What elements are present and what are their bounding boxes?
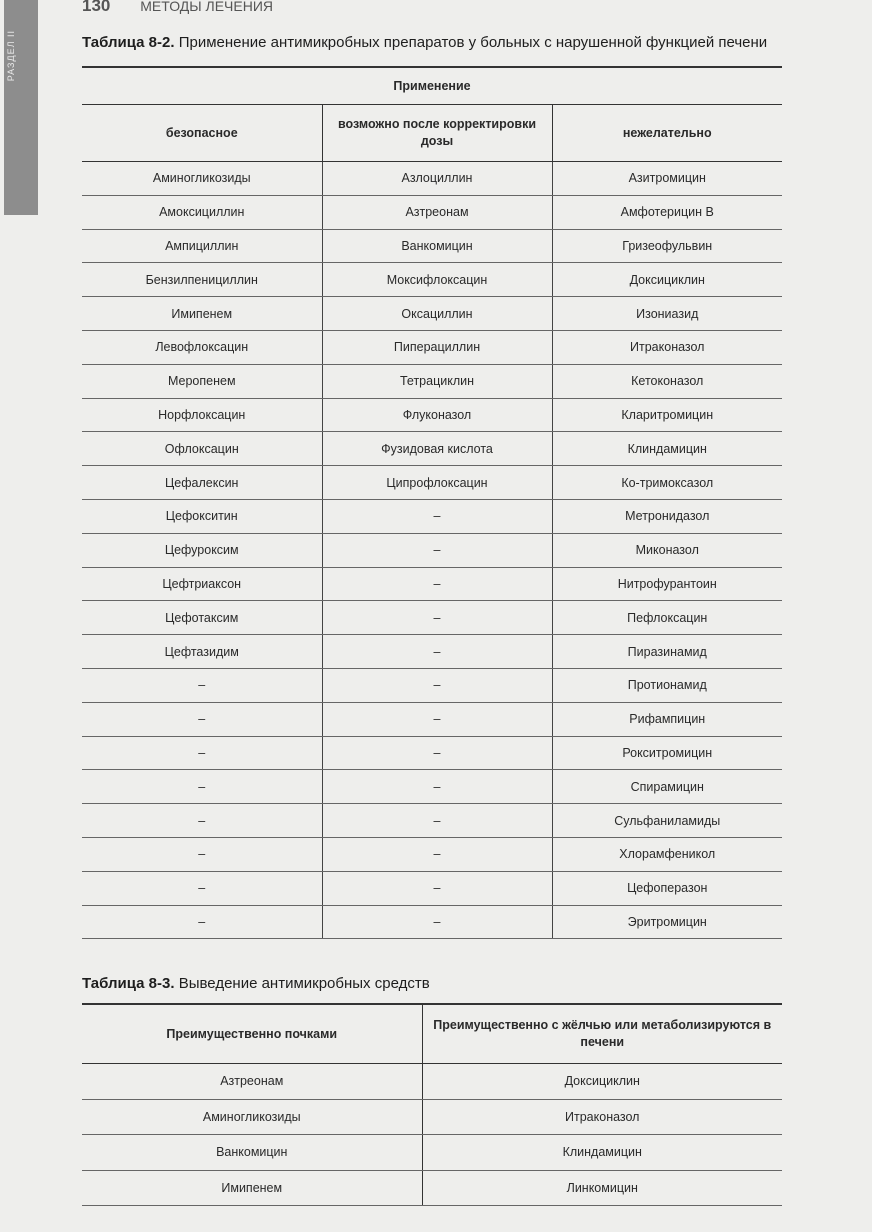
cell-dose-adjust: Азлоциллин <box>322 162 552 196</box>
cell-undesirable: Итраконазол <box>552 330 782 364</box>
table1-group-header: Применение <box>82 67 782 105</box>
table-row <box>82 905 782 939</box>
cell-dose-adjust: – <box>322 905 552 939</box>
antimicrobial-excretion-table <box>82 1003 782 1206</box>
table-row <box>82 263 782 297</box>
table-row <box>82 1099 782 1135</box>
cell-undesirable: Метронидазол <box>552 499 782 533</box>
table-row <box>82 770 782 804</box>
cell-undesirable: Рифампицин <box>552 702 782 736</box>
cell-undesirable: Пефлоксацин <box>552 601 782 635</box>
table-row <box>82 195 782 229</box>
cell-safe: – <box>82 770 322 804</box>
cell-safe: Цефотаксим <box>82 601 322 635</box>
table-row <box>82 398 782 432</box>
cell-undesirable: Спирамицин <box>552 770 782 804</box>
cell-dose-adjust: – <box>322 635 552 669</box>
cell-safe: – <box>82 837 322 871</box>
cell-renal: Азтреонам <box>82 1064 422 1100</box>
cell-biliary-hepatic: Клиндамицин <box>422 1135 782 1171</box>
cell-undesirable: Протионамид <box>552 668 782 702</box>
cell-safe: – <box>82 702 322 736</box>
table-row <box>82 635 782 669</box>
table-row <box>82 1170 782 1206</box>
cell-dose-adjust: – <box>322 736 552 770</box>
cell-safe: Амоксициллин <box>82 195 322 229</box>
cell-dose-adjust: Пиперациллин <box>322 330 552 364</box>
cell-dose-adjust: – <box>322 499 552 533</box>
section-side-tab <box>4 0 38 215</box>
table-row <box>82 162 782 196</box>
cell-undesirable: Хлорамфеникол <box>552 837 782 871</box>
cell-dose-adjust: – <box>322 702 552 736</box>
cell-safe: Левофлоксацин <box>82 330 322 364</box>
cell-safe: – <box>82 668 322 702</box>
cell-undesirable: Ко-тримоксазол <box>552 466 782 500</box>
cell-safe: Цефтриаксон <box>82 567 322 601</box>
cell-dose-adjust: Флуконазол <box>322 398 552 432</box>
cell-dose-adjust: – <box>322 804 552 838</box>
table2-body <box>82 1064 782 1206</box>
cell-dose-adjust: Ванкомицин <box>322 229 552 263</box>
cell-safe: Имипенем <box>82 297 322 331</box>
cell-dose-adjust: – <box>322 837 552 871</box>
column-header-biliary-hepatic: Преимущественно с жёлчью или метаболизируются в печени <box>422 1004 782 1064</box>
cell-dose-adjust: – <box>322 567 552 601</box>
table-row <box>82 432 782 466</box>
cell-renal: Имипенем <box>82 1170 422 1206</box>
table-row <box>82 601 782 635</box>
cell-safe: – <box>82 871 322 905</box>
cell-undesirable: Рокситромицин <box>552 736 782 770</box>
page-number: 130 <box>82 0 111 15</box>
cell-safe: Цефокситин <box>82 499 322 533</box>
cell-undesirable: Изониазид <box>552 297 782 331</box>
table-row <box>82 533 782 567</box>
table2-caption <box>82 975 430 992</box>
cell-safe: – <box>82 905 322 939</box>
column-header-undesirable: нежелательно <box>552 105 782 162</box>
table-row <box>82 871 782 905</box>
cell-undesirable: Азитромицин <box>552 162 782 196</box>
table-row <box>82 837 782 871</box>
cell-safe: Меропенем <box>82 364 322 398</box>
cell-safe: Норфлоксацин <box>82 398 322 432</box>
cell-dose-adjust: Фузидовая кислота <box>322 432 552 466</box>
cell-safe: – <box>82 804 322 838</box>
cell-undesirable: Доксициклин <box>552 263 782 297</box>
cell-dose-adjust: – <box>322 770 552 804</box>
table-row <box>82 297 782 331</box>
cell-safe: Цефалексин <box>82 466 322 500</box>
cell-undesirable: Амфотерицин В <box>552 195 782 229</box>
table-row <box>82 668 782 702</box>
table-row <box>82 736 782 770</box>
table-row <box>82 804 782 838</box>
cell-biliary-hepatic: Линкомицин <box>422 1170 782 1206</box>
table2-label: Таблица 8-3. <box>82 975 175 992</box>
table-row <box>82 702 782 736</box>
cell-undesirable: Цефоперазон <box>552 871 782 905</box>
cell-undesirable: Нитрофурантоин <box>552 567 782 601</box>
table-row <box>82 567 782 601</box>
side-tab-label: РАЗДЕЛ II <box>6 30 16 82</box>
cell-renal: Аминогликозиды <box>82 1099 422 1135</box>
table1-title: Применение антимикробных препаратов у больных с нарушенной функцией печени <box>178 34 768 51</box>
cell-undesirable: Клиндамицин <box>552 432 782 466</box>
cell-dose-adjust: Оксациллин <box>322 297 552 331</box>
antimicrobial-liver-table <box>82 66 782 939</box>
cell-undesirable: Сульфаниламиды <box>552 804 782 838</box>
cell-safe: Цефуроксим <box>82 533 322 567</box>
cell-undesirable: Кларитромицин <box>552 398 782 432</box>
cell-undesirable: Гризеофульвин <box>552 229 782 263</box>
table1-body <box>82 162 782 939</box>
cell-safe: Ампициллин <box>82 229 322 263</box>
cell-safe: Бензилпенициллин <box>82 263 322 297</box>
cell-dose-adjust: Азтреонам <box>322 195 552 229</box>
cell-biliary-hepatic: Доксициклин <box>422 1064 782 1100</box>
table2-title: Выведение антимикробных средств <box>178 975 430 992</box>
table-row <box>82 330 782 364</box>
table-row <box>82 229 782 263</box>
cell-undesirable: Миконазол <box>552 533 782 567</box>
column-header-dose-adjust: возможно после корректировки дозы <box>322 105 552 162</box>
cell-dose-adjust: – <box>322 871 552 905</box>
table-row <box>82 1135 782 1171</box>
cell-safe: Цефтазидим <box>82 635 322 669</box>
cell-dose-adjust: Ципрофлоксацин <box>322 466 552 500</box>
column-header-safe: безопасное <box>82 105 322 162</box>
column-header-renal: Преимущественно почками <box>82 1004 422 1064</box>
cell-undesirable: Эритромицин <box>552 905 782 939</box>
table1-caption <box>82 34 767 51</box>
cell-safe: – <box>82 736 322 770</box>
cell-safe: Аминогликозиды <box>82 162 322 196</box>
cell-dose-adjust: Моксифлоксацин <box>322 263 552 297</box>
table-row <box>82 1064 782 1100</box>
running-header <box>82 0 273 16</box>
cell-dose-adjust: – <box>322 533 552 567</box>
cell-undesirable: Кетоконазол <box>552 364 782 398</box>
cell-safe: Офлоксацин <box>82 432 322 466</box>
table-row <box>82 499 782 533</box>
cell-undesirable: Пиразинамид <box>552 635 782 669</box>
cell-dose-adjust: Тетрациклин <box>322 364 552 398</box>
table-row <box>82 364 782 398</box>
table1-label: Таблица 8-2. <box>82 34 175 51</box>
cell-renal: Ванкомицин <box>82 1135 422 1171</box>
cell-dose-adjust: – <box>322 668 552 702</box>
table-row <box>82 466 782 500</box>
cell-dose-adjust: – <box>322 601 552 635</box>
cell-biliary-hepatic: Итраконазол <box>422 1099 782 1135</box>
running-title: МЕТОДЫ ЛЕЧЕНИЯ <box>140 0 274 14</box>
